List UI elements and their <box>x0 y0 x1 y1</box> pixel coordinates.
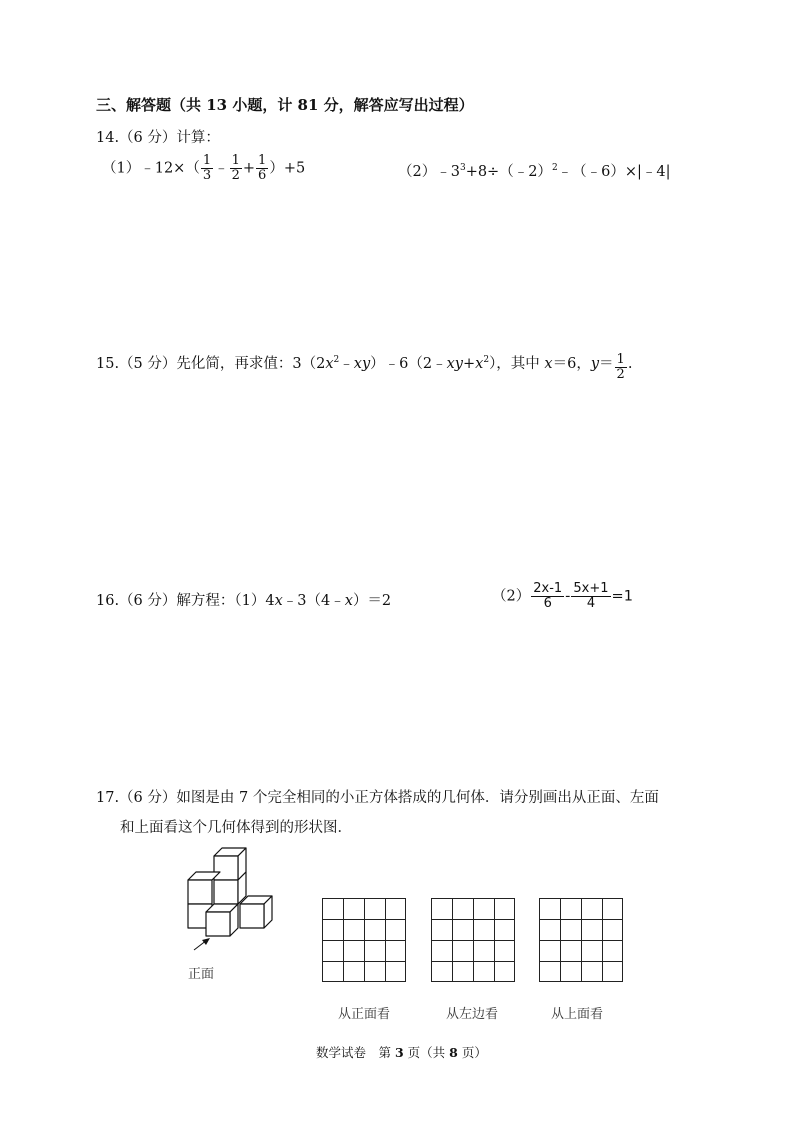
q15-label: 15.（5 分）先化简，再求值：3（2 <box>96 356 326 372</box>
q14-p1-op2: + <box>242 160 256 177</box>
frac-numerator: 1 <box>231 153 240 168</box>
q14-p2-exp2: 2 <box>551 163 558 174</box>
var-x: x <box>344 593 353 609</box>
q15-text: ＝ <box>599 356 614 372</box>
q17-line1: 17.（6 分）如图是由 7 个完全相同的小正方体搭成的几何体．请分别画出从正面、左面 <box>96 790 659 806</box>
q16-text: ）＝2 <box>352 593 392 609</box>
footer-page: 3 <box>394 1045 404 1060</box>
q14-p2-mid: +8÷（﹣2） <box>465 164 552 180</box>
q16-rhs: =1 <box>611 588 633 605</box>
q17-line2: 和上面看这个几何体得到的形状图． <box>120 820 352 836</box>
var-y: y <box>590 356 600 372</box>
q14-p1-prefix: （1）﹣12×（ <box>102 160 200 177</box>
q14-p1-frac1 <box>201 154 213 183</box>
footer-text: 数学试卷 第 <box>316 1045 395 1060</box>
q16-label: 16.（6 分）解方程：（1）4 <box>96 593 275 609</box>
frac-denominator: 3 <box>202 168 212 183</box>
var-xy: xy <box>353 356 371 372</box>
q16-part2 <box>492 582 633 611</box>
cube-face <box>214 880 238 904</box>
grid-front-view[interactable] <box>322 898 406 982</box>
q14-label: 14.（6 分）计算： <box>96 130 220 146</box>
caption-top-view: 从上面看 <box>551 1007 604 1022</box>
arrow-head <box>202 938 210 945</box>
grid-top-view[interactable] <box>539 898 623 982</box>
cube-face <box>240 904 264 928</box>
page-footer <box>316 1043 487 1061</box>
q16-op: - <box>565 588 571 605</box>
q14-part1 <box>102 154 305 183</box>
frac-numerator: 2x-1 <box>533 581 563 596</box>
section-title: 三、解答题（共 13 小题，计 81 分，解答应写出过程） <box>96 96 474 114</box>
footer-text: 页（共 <box>403 1045 450 1060</box>
q15 <box>96 352 632 382</box>
footer-total: 8 <box>449 1045 458 1060</box>
q15-frac <box>615 353 627 382</box>
q15-text: ），其中 <box>489 356 545 372</box>
cube-figure <box>180 846 280 952</box>
q14-part2 <box>398 160 671 181</box>
footer-text: 页） <box>457 1045 487 1060</box>
frac-denominator: 2 <box>616 367 625 382</box>
q14-p2-exp1: 3 <box>459 163 466 174</box>
frac-denominator: 2 <box>231 168 240 183</box>
exp: 2 <box>333 355 340 366</box>
frac-numerator: 5x+1 <box>573 581 609 596</box>
var-x: x <box>274 593 283 609</box>
q14-p1-suffix: ）+5 <box>269 160 306 177</box>
q15-text: ＝6， <box>552 356 591 372</box>
var-xy: xy <box>446 356 463 372</box>
q16-p2-prefix: （2） <box>492 588 531 605</box>
q16-text: ﹣3（4﹣ <box>282 593 345 609</box>
q15-text: ）﹣6（2﹣ <box>370 356 447 372</box>
var-x: x <box>325 356 334 372</box>
q16-frac2 <box>571 582 610 611</box>
var-x: x <box>475 356 484 372</box>
cube-face <box>214 856 238 880</box>
q14-p2-suffix: ﹣（﹣6）×|﹣4| <box>557 164 671 180</box>
caption-front-view: 从正面看 <box>338 1007 391 1022</box>
exp: 2 <box>483 355 490 366</box>
frac-numerator: 1 <box>616 352 625 367</box>
grid-left-view[interactable] <box>431 898 515 982</box>
q14-p2-prefix: （2）﹣3 <box>398 164 460 180</box>
var-x: x <box>544 356 553 372</box>
frac-numerator: 1 <box>202 153 212 168</box>
frac-denominator: 6 <box>258 168 267 183</box>
q16-part1 <box>96 589 391 610</box>
cube-face <box>206 912 230 936</box>
q15-text: ﹣ <box>339 356 354 372</box>
q14-p1-op1: ﹣ <box>214 160 229 177</box>
frac-denominator: 6 <box>543 596 552 611</box>
q15-text: + <box>462 356 476 372</box>
q16-frac1 <box>531 582 564 611</box>
frac-denominator: 4 <box>586 596 596 611</box>
q14-p1-frac2 <box>230 154 242 183</box>
caption-left-view: 从左边看 <box>446 1007 499 1022</box>
q15-text: . <box>627 356 633 372</box>
q14-p1-frac3 <box>256 154 268 183</box>
frac-numerator: 1 <box>258 153 267 168</box>
cube-face <box>188 880 212 904</box>
front-label: 正面 <box>188 967 215 982</box>
